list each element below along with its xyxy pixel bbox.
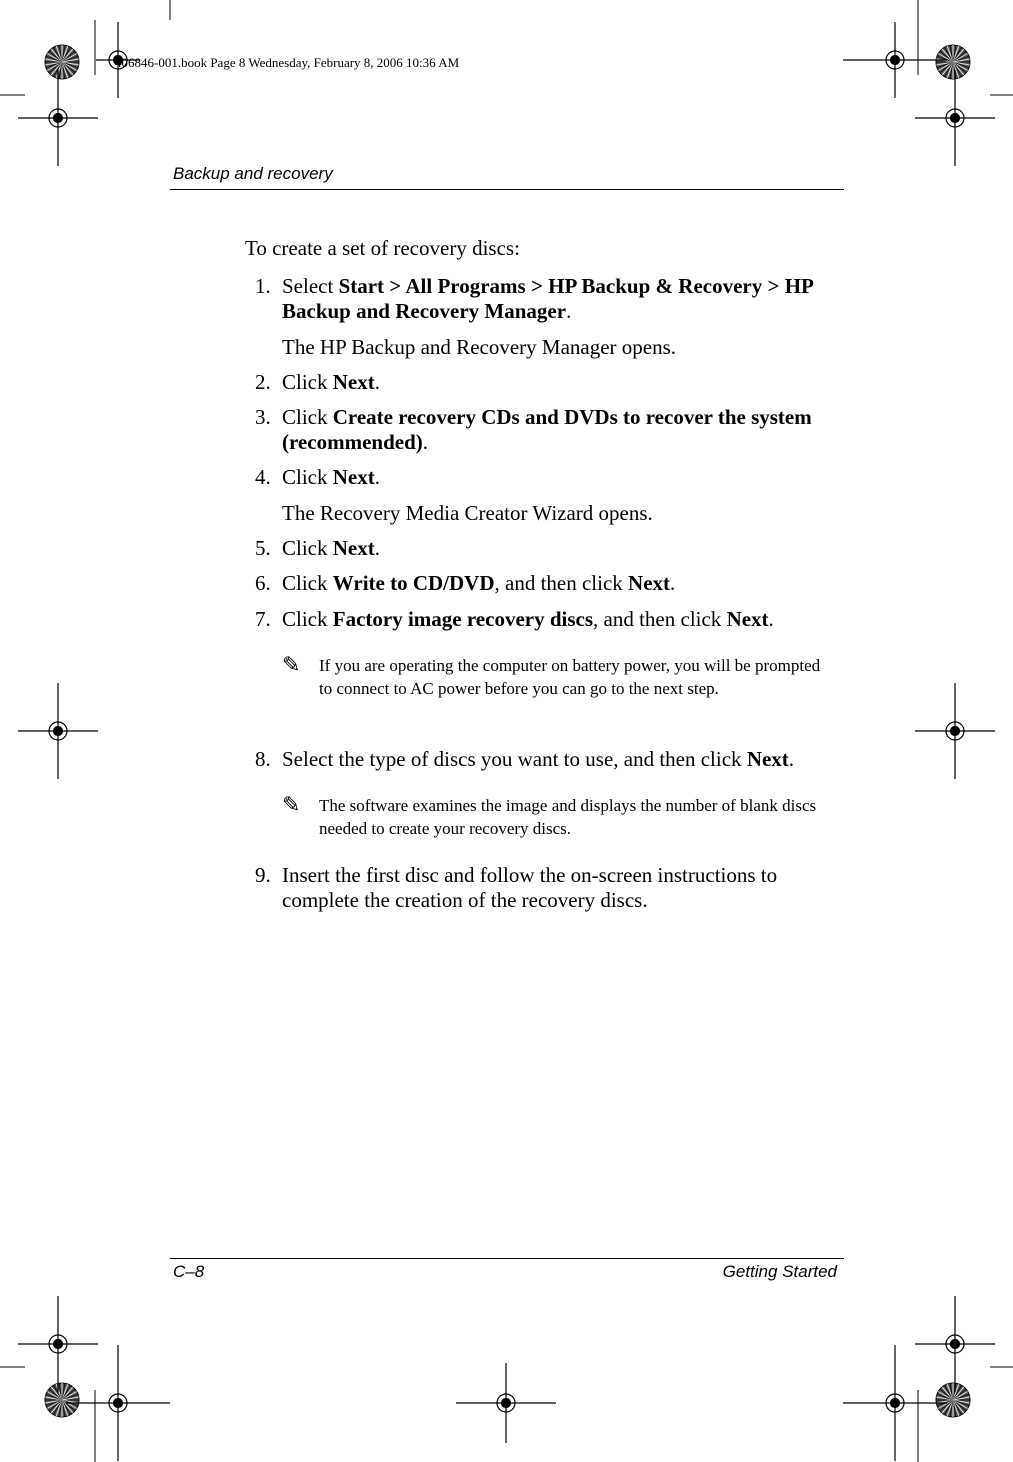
print-info-line: 406846-001.book Page 8 Wednesday, February 8, 2006 10:36 AM <box>115 55 460 70</box>
step-number: 1. <box>255 274 271 298</box>
starburst-mark <box>45 45 79 79</box>
step-text: Click Write to CD/DVD, and then click Next. <box>282 571 676 595</box>
registration-mark <box>18 1296 98 1392</box>
registration-mark <box>456 1363 556 1443</box>
starburst-mark <box>936 45 970 79</box>
footer-rule <box>170 1258 844 1259</box>
step-text: Select the type of discs you want to use, and then click Next. <box>282 747 795 771</box>
registration-mark <box>18 70 98 166</box>
note-text: The software examines the image and displays the number of blank discs needed to create your recovery discs. <box>319 796 817 838</box>
book-title: Getting Started <box>722 1262 837 1281</box>
page-number: C–8 <box>173 1262 205 1281</box>
step-text: Click Factory image recovery discs, and then click Next. <box>282 607 774 631</box>
note-text: If you are operating the computer on battery power, you will be prompted to connect to AC power before you can go to the next step. <box>319 656 821 698</box>
header-rule <box>170 189 844 190</box>
step-text: Insert the first disc and follow the on-screen instructions to complete the creation of the recovery discs. <box>282 863 778 912</box>
step-text: Click Next. <box>282 465 380 489</box>
step-1-result: The HP Backup and Recovery Manager opens. <box>282 335 677 359</box>
step-number: 5. <box>255 536 271 560</box>
step-number: 7. <box>255 607 271 631</box>
step-text: Click Next. <box>282 536 380 560</box>
step-4-result: The Recovery Media Creator Wizard opens. <box>282 501 653 525</box>
starburst-mark <box>45 1383 79 1417</box>
registration-mark <box>915 70 995 166</box>
step-text: Click Create recovery CDs and DVDs to recover the system (recommended). <box>282 405 812 454</box>
step-number: 4. <box>255 465 271 489</box>
step-number: 2. <box>255 370 271 394</box>
registration-mark <box>843 1345 947 1461</box>
registration-mark <box>915 1296 995 1392</box>
running-head: Backup and recovery <box>173 164 333 183</box>
registration-mark <box>843 22 947 98</box>
step-number: 8. <box>255 747 271 771</box>
registration-mark <box>66 1345 170 1461</box>
starburst-mark <box>936 1383 970 1417</box>
step-text: Click Next. <box>282 370 380 394</box>
step-text: Select Start > All Programs > HP Backup & Recovery > HP Backup and Recovery Manager. <box>282 274 813 323</box>
pencil-note-icon: ✎ <box>282 652 301 677</box>
registration-mark <box>915 683 995 779</box>
intro-text: To create a set of recovery discs: <box>245 236 520 260</box>
step-number: 6. <box>255 571 271 595</box>
step-number: 3. <box>255 405 271 429</box>
step-number: 9. <box>255 863 271 887</box>
pencil-note-icon: ✎ <box>282 792 301 817</box>
registration-mark <box>18 683 98 779</box>
